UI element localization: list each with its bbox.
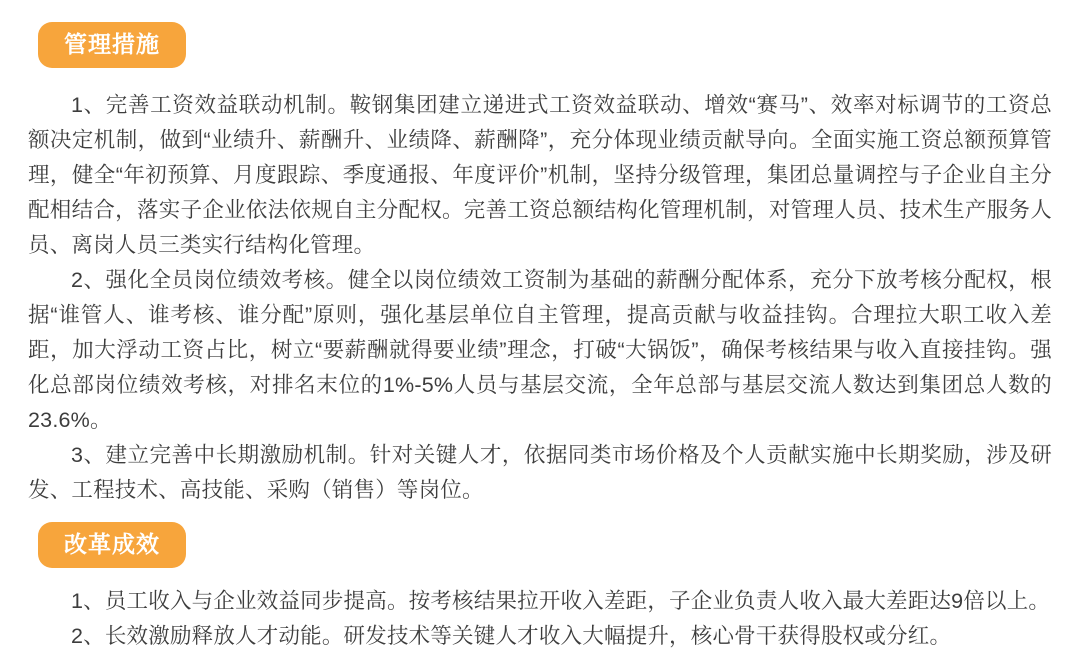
section-badge-reform-results: 改革成效 [38,522,186,568]
section-reform-results [28,584,1052,654]
paragraph-income-growth: 1、员工收入与企业效益同步提高。按考核结果拉开收入差距，子企业负责人收入最大差距达9倍以上。 [71,589,1051,613]
paragraph-wage-linkage-mechanism: 1、完善工资效益联动机制。鞍钢集团建立递进式工资效益联动、增效“赛马”、效率对标调节的工资总额决定机制，做到“业绩升、薪酬升、业绩降、薪酬降”，充分体现业绩贡献导向。全面实施工资总额预算管理，健全“年初预算、月度跟踪、季度通报、年度评价”机制，坚持分级管理，集团总量调控与子企业自主分配相结合，落实子企业依法依规自主分配权。完善工资总额结构化管理机制，对管理人员、技术生产服务人员、离岗人员三类实行结构化管理。 [28,93,1052,257]
paragraph-long-term-incentive: 3、建立完善中长期激励机制。针对关键人才，依据同类市场价格及个人贡献实施中长期奖励，涉及研发、工程技术、高技能、采购（销售）等岗位。 [28,443,1052,502]
section-management-measures [28,88,1052,508]
section-badge-management-measures: 管理措施 [38,22,186,68]
paragraph-talent-incentive: 2、长效激励释放人才动能。研发技术等关键人才收入大幅提升，核心骨干获得股权或分红。 [71,624,952,648]
paragraph-performance-assessment: 2、强化全员岗位绩效考核。健全以岗位绩效工资制为基础的薪酬分配体系，充分下放考核分配权，根据“谁管人、谁考核、谁分配”原则，强化基层单位自主管理，提高贡献与收益挂钩。合理拉大职工收入差距，加大浮动工资占比，树立“要薪酬就得要业绩”理念，打破“大锅饭”，确保考核结果与收入直接挂钩。强化总部岗位绩效考核，对排名末位的1%-5%人员与基层交流，全年总部与基层交流人数达到集团总人数的23.6%。 [28,268,1052,432]
